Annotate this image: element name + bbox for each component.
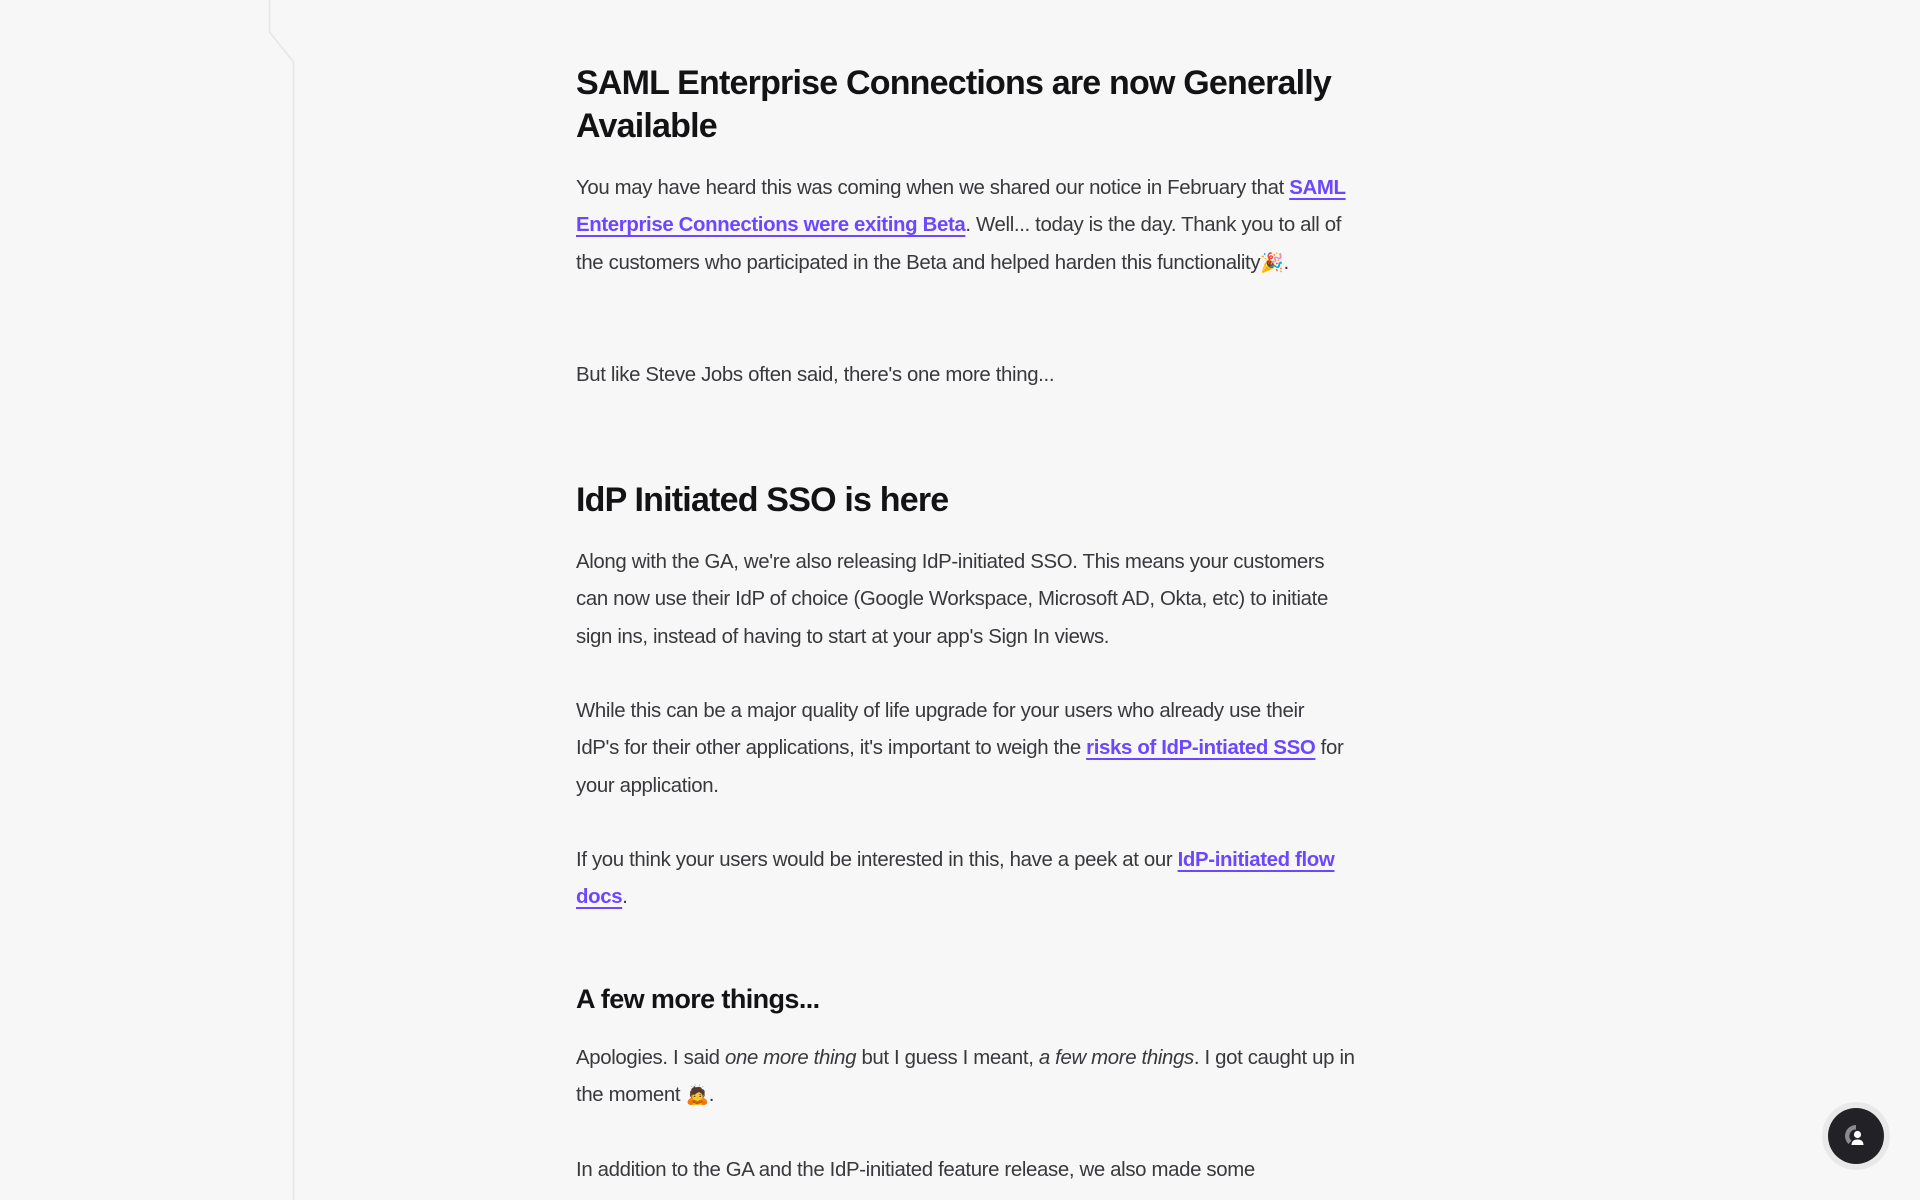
heading-a-few-more-things: A few more things... — [576, 984, 820, 1014]
paragraph-additional-changes: In addition to the GA and the IdP-initiated feature release, we also made some — [576, 1159, 1255, 1181]
text: . I got caught up in the moment — [576, 1047, 1355, 1107]
text: . — [708, 1084, 715, 1107]
floating-button-container — [1822, 1102, 1890, 1170]
text: If you think your users would be interested in this, have a peek at our — [576, 849, 1178, 871]
user-support-icon — [1842, 1122, 1870, 1150]
text: Apologies. I said — [576, 1047, 725, 1069]
paragraph-apologies — [576, 1040, 1356, 1115]
text: You may have heard this was coming when we shared our notice in February that — [576, 177, 1290, 199]
text: for your application. — [576, 737, 1344, 797]
floating-user-button[interactable] — [1828, 1108, 1884, 1164]
paragraph-one-more-thing: But like Steve Jobs often said, there's one more thing... — [576, 364, 1055, 386]
heading-idp-initiated-sso: IdP Initiated SSO is here — [576, 481, 949, 519]
text: . Well... today is the day. Thank you to all of the customers who participated in the Beta and helped harden this functionality — [576, 214, 1342, 274]
heading-saml-ga: SAML Enterprise Connections are now Generally Available — [576, 64, 1332, 145]
emphasis: a few more things — [1038, 1047, 1194, 1069]
emphasis: one more thing — [725, 1047, 857, 1069]
link-saml-exiting-beta[interactable]: SAML Enterprise Connections were exiting Beta — [576, 177, 1346, 237]
link-idp-initiated-flow-docs[interactable]: IdP-initiated flow docs — [576, 849, 1335, 909]
text: but I guess I meant, — [856, 1047, 1039, 1069]
link-risks-of-idp-initiated-sso[interactable]: risks of IdP-intiated SSO — [1086, 737, 1316, 760]
paragraph-idp-docs — [576, 842, 1346, 917]
page-guide-line — [0, 0, 320, 1200]
text: . — [622, 886, 628, 909]
paragraph-saml-intro — [576, 170, 1346, 282]
text: . — [1283, 251, 1289, 274]
paragraph-idp-risks — [576, 693, 1346, 805]
text: While this can be a major quality of life upgrade for your users who already use their IdP's for their other applications, it's important to weigh the — [576, 700, 1305, 760]
paragraph-idp-intro: Along with the GA, we're also releasing IdP-initiated SSO. This means your customers can now use their IdP of choice (Google Workspace, Microsoft AD, Okta, etc) to initiate sign ins, instead of having to start at your app's Sign In views. — [576, 551, 1328, 648]
party-popper-emoji-icon: 🎉 — [1260, 251, 1284, 274]
bowing-person-emoji-icon: 🙇 — [685, 1084, 709, 1107]
